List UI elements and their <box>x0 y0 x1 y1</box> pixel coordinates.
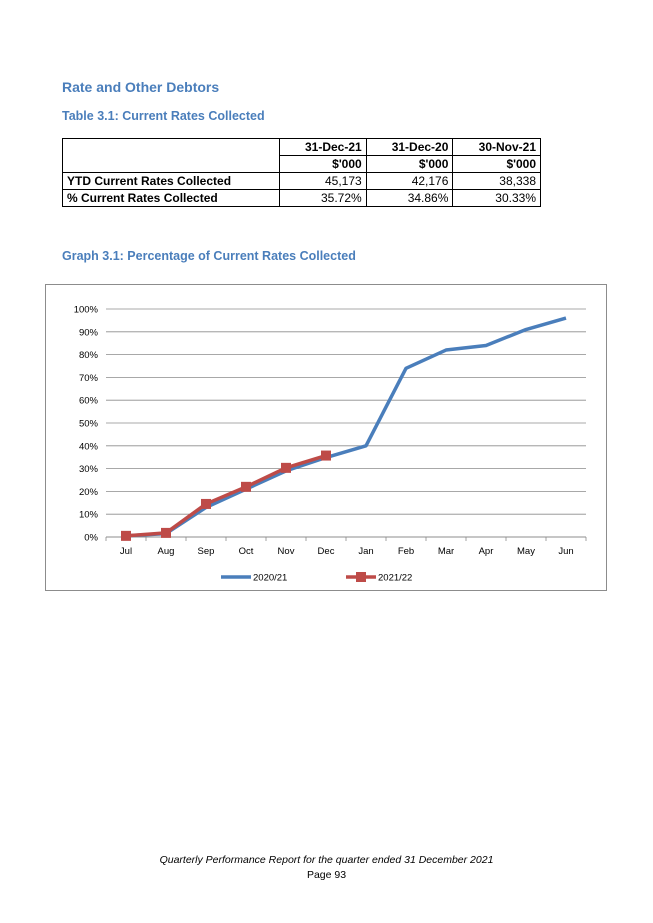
x-tick-label: Aug <box>157 546 175 557</box>
rates-collected-table <box>62 138 541 207</box>
y-tick-label: 50% <box>78 418 98 430</box>
table-corner-cell <box>63 139 280 173</box>
x-tick-label: Jul <box>119 546 133 557</box>
data-point-2021-22 <box>121 531 131 541</box>
x-tick-label: Nov <box>277 546 295 557</box>
column-unit: $'000 <box>453 156 541 173</box>
table-cell: 42,176 <box>366 173 453 190</box>
x-tick-label: Mar <box>437 546 455 557</box>
data-point-2021-22 <box>161 528 171 538</box>
graph-title: Graph 3.1: Percentage of Current Rates Collected <box>62 249 356 263</box>
x-tick-label: Dec <box>317 546 335 557</box>
y-tick-label: 80% <box>78 350 98 362</box>
table-row <box>63 190 541 207</box>
data-point-2021-22 <box>281 463 291 473</box>
page-number: Page 93 <box>306 869 347 881</box>
column-header: 31-Dec-20 <box>366 139 453 156</box>
legend-marker <box>356 572 366 582</box>
legend-label: 2020/21 <box>253 572 288 584</box>
table-header-row <box>63 139 541 156</box>
y-tick-label: 0% <box>84 532 98 544</box>
column-unit: $'000 <box>280 156 367 173</box>
y-tick-label: 10% <box>78 509 98 521</box>
table-cell: 45,173 <box>280 173 367 190</box>
table-title: Table 3.1: Current Rates Collected <box>62 109 265 123</box>
x-tick-label: Apr <box>478 546 494 557</box>
x-tick-label: Jan <box>358 546 374 557</box>
rates-collected-line-chart <box>46 285 606 590</box>
table-cell: 34.86% <box>366 190 453 207</box>
table-cell: 30.33% <box>453 190 541 207</box>
column-unit: $'000 <box>366 156 453 173</box>
x-tick-label: Sep <box>197 546 215 557</box>
x-tick-label: May <box>517 546 535 557</box>
column-header: 30-Nov-21 <box>453 139 541 156</box>
data-point-2021-22 <box>321 451 331 461</box>
y-tick-label: 90% <box>78 327 98 339</box>
y-tick-label: 70% <box>78 372 98 384</box>
series-line-2020-21 <box>126 318 566 536</box>
table-cell: 35.72% <box>280 190 367 207</box>
table-cell: 38,338 <box>453 173 541 190</box>
y-tick-label: 30% <box>78 464 98 476</box>
section-title: Rate and Other Debtors <box>62 79 220 95</box>
x-tick-label: Jun <box>558 546 574 557</box>
x-tick-label: Oct <box>238 546 254 557</box>
legend-label: 2021/22 <box>378 572 413 584</box>
footer-report-title: Quarterly Performance Report for the quarter ended 31 December 2021 <box>159 854 494 866</box>
x-tick-label: Feb <box>397 546 415 557</box>
row-label: YTD Current Rates Collected <box>63 173 280 190</box>
data-point-2021-22 <box>241 482 251 492</box>
data-point-2021-22 <box>201 499 211 509</box>
y-tick-label: 40% <box>78 441 98 453</box>
column-header: 31-Dec-21 <box>280 139 367 156</box>
table-row <box>63 173 541 190</box>
y-tick-label: 20% <box>78 486 98 498</box>
y-tick-label: 60% <box>78 395 98 407</box>
row-label: % Current Rates Collected <box>63 190 280 207</box>
y-tick-label: 100% <box>73 304 98 316</box>
chart-frame <box>45 284 607 591</box>
